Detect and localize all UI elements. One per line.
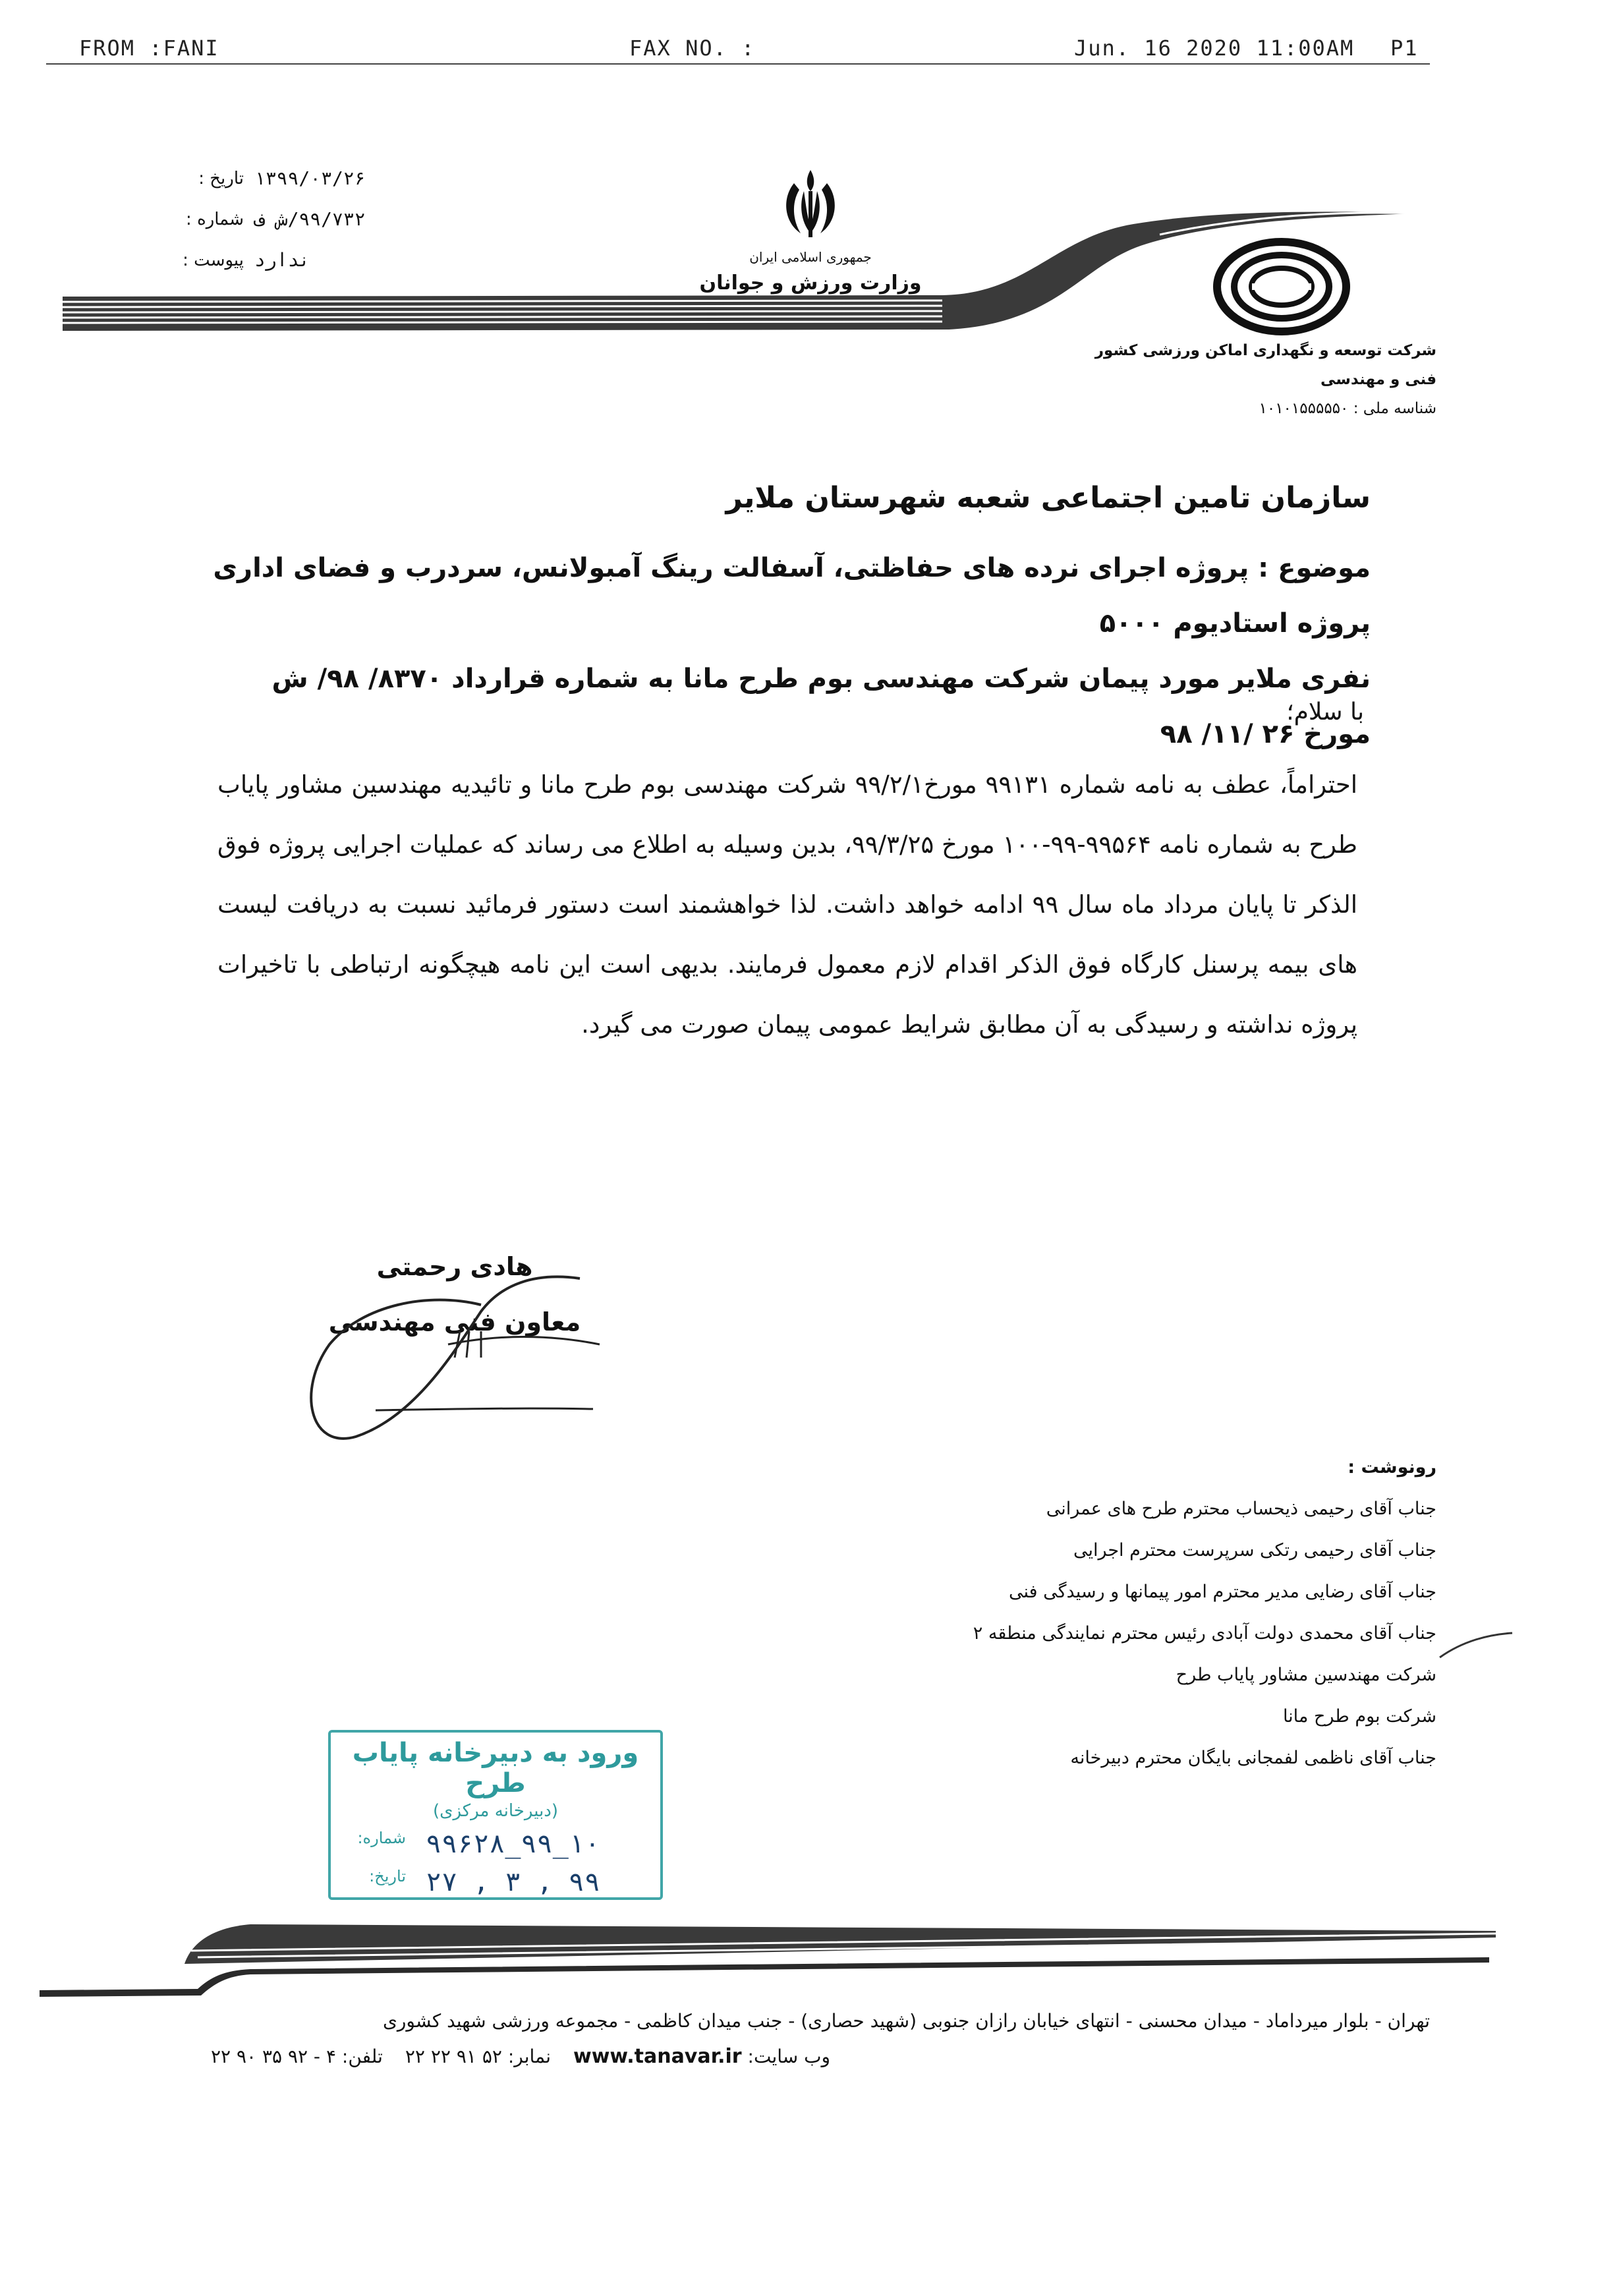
footer-block (211, 2003, 1430, 2075)
letter-body: احتراماً، عطف به نامه شماره ۹۹۱۳۱ مورخ۹۹/۲/۱ شرکت مهندسی بوم طرح مانا و تائیدیه مهندسین مشاور پایاب طرح به شماره نامه ۹۹۵۶۴-۹۹-۱۰۰ مورخ ۹۹/۳/۲۵، بدین وسیله به اطلاع می رساند که عملیات اجرایی پروژه فوق الذکر تا پایان مرداد ماه سال ۹۹ ادامه خواهد داشت. لذا خواهشمند است دستور فرمائید نسبت به دریافت لیست های بیمه پرسنل کارگاه فوق الذکر اقدام لازم معمول فرمایند. بدیهی است این نامه هیچگونه ارتباطی با تاخیرات پروژه نداشته و رسیدگی به آن مطابق شرایط عمومی پیمان صورت می گیرد. (217, 770, 1357, 1039)
fax-header-rule (46, 63, 1430, 65)
footer-phone-group (211, 2039, 383, 2075)
iran-emblem-icon (774, 165, 847, 244)
stamp-subtitle: (دبیرخانه مرکزی) (432, 1801, 559, 1821)
meta-attachment-label: پیوست : (183, 250, 244, 270)
footer-fax-label: نمابر: (507, 2046, 551, 2067)
meta-date-row (152, 158, 441, 199)
signer-title: معاون فنی مهندسی (328, 1307, 581, 1336)
meta-number-label: شماره : (186, 210, 244, 229)
footer-swoosh (0, 1911, 1619, 2017)
footer-contact-row (211, 2039, 1430, 2075)
meta-date-label: تاریخ : (198, 169, 244, 188)
meta-date-value: ۱۳۹۹/۰۳/۲۶ (254, 167, 366, 189)
cc-item: جناب آقای محمدی دولت آبادی رئیس محترم نمایندگی منطقه ۲ (973, 1623, 1436, 1644)
stamp-date-row (331, 1867, 660, 1897)
signer-name: هادی رحمتی (376, 1252, 533, 1281)
cc-item: جناب آقای رضایی مدیر محترم امور پیمانها و رسیدگی فنی (1009, 1582, 1436, 1602)
greeting: با سلام؛ (1286, 699, 1364, 726)
cc-heading: رونوشت : (1348, 1457, 1436, 1478)
footer-website-group (573, 2039, 830, 2075)
stamp-date-label: تاریخ: (369, 1867, 406, 1885)
fax-from: FROM :FANI (79, 36, 219, 61)
subject-block (198, 540, 1371, 762)
cc-item: جناب آقای ناظمی لفمجانی بایگان محترم دبیرخانه (1070, 1748, 1436, 1768)
company-logo-icon (1212, 237, 1351, 336)
cc-item: شرکت مهندسین مشاور پایاب طرح (1176, 1665, 1436, 1685)
cc-item: جناب آقای رحیمی ذیحساب محترم طرح های عمرانی (1046, 1499, 1436, 1519)
stamp-date-value: ۹۹ , ۳ , ۲۷ (426, 1867, 600, 1897)
national-id-value: ۱۰۱۰۱۵۵۵۵۵۰ (1259, 400, 1349, 417)
meta-attachment-value: ندارد (254, 249, 310, 271)
fax-page: P1 (1390, 36, 1419, 61)
meta-attachment-row (152, 240, 441, 281)
meta-number-row (152, 199, 441, 240)
footer-website[interactable]: www.tanavar.ir (573, 2045, 742, 2068)
national-id-label: شناسه ملی : (1353, 400, 1436, 417)
recipient: سازمان تامین اجتماعی شعبه شهرستان ملایر (725, 481, 1371, 515)
cc-item: شرکت بوم طرح مانا (1282, 1706, 1436, 1727)
subject-line-1: موضوع : پروژه اجرای نرده های حفاظتی، آسفالت رینگ آمبولانس، سردرب و فضای اداری پروژه استادیوم ۵۰۰۰ (213, 553, 1371, 639)
ministry-title: وزارت ورزش و جوانان (699, 272, 922, 295)
footer-fax: ۵۲ ۹۱ ۲۲ ۲۲ (405, 2046, 502, 2067)
handwritten-signature (283, 1232, 626, 1470)
footer-phone: ۴ - ۹۲ ۳۵ ۹۰ ۲۲ (211, 2046, 336, 2067)
ministry-block (685, 244, 936, 297)
stamp-number-label: شماره: (357, 1829, 406, 1847)
cc-list (923, 1447, 1436, 1779)
footer-address: تهران - بلوار میرداماد - میدان محسنی - انتهای خیابان رازان جنوبی (شهید حصاری) - جنب میدان کاظمی - مجموعه ورزشی شهید کشوری (382, 2010, 1430, 2032)
footer-fax-group (405, 2039, 551, 2075)
receipt-stamp (328, 1730, 663, 1900)
stamp-number-value: ۱۰_۹۹_۹۹۶۲۸ (426, 1829, 600, 1859)
company-department: فنی و مهندسی (1320, 371, 1436, 388)
stamp-title: ورود به دبیرخانه پایاب طرح (352, 1738, 639, 1798)
company-block (1002, 336, 1436, 423)
ministry-small-title: جمهوری اسلامی ایران (749, 249, 872, 265)
meta-number-value: ۹۹/۷۳۲/ش ف (254, 208, 366, 230)
letter-meta (152, 158, 441, 281)
fax-datetime: Jun. 16 2020 11:00AM (1074, 36, 1355, 61)
company-national-id-row (1002, 394, 1436, 423)
footer-phone-label: تلفن: (341, 2046, 383, 2067)
company-name: شرکت توسعه و نگهداری اماکن ورزشی کشور (1094, 342, 1436, 359)
margin-pen-mark (1436, 1628, 1516, 1667)
subject-line-2: نفری ملایر مورد پیمان شرکت مهندسی بوم طرح مانا به شماره قرارداد ۸۳۷۰/ ۹۸/ ش مورخ ۲۶ /۱۱/ ۹۸ (271, 664, 1371, 749)
footer-website-label: وب سایت: (747, 2046, 831, 2067)
stamp-number-row (331, 1829, 660, 1859)
fax-number-label: FAX NO. : (629, 36, 756, 61)
cc-item: جناب آقای رحیمی رتکی سرپرست محترم اجرایی (1073, 1540, 1436, 1561)
